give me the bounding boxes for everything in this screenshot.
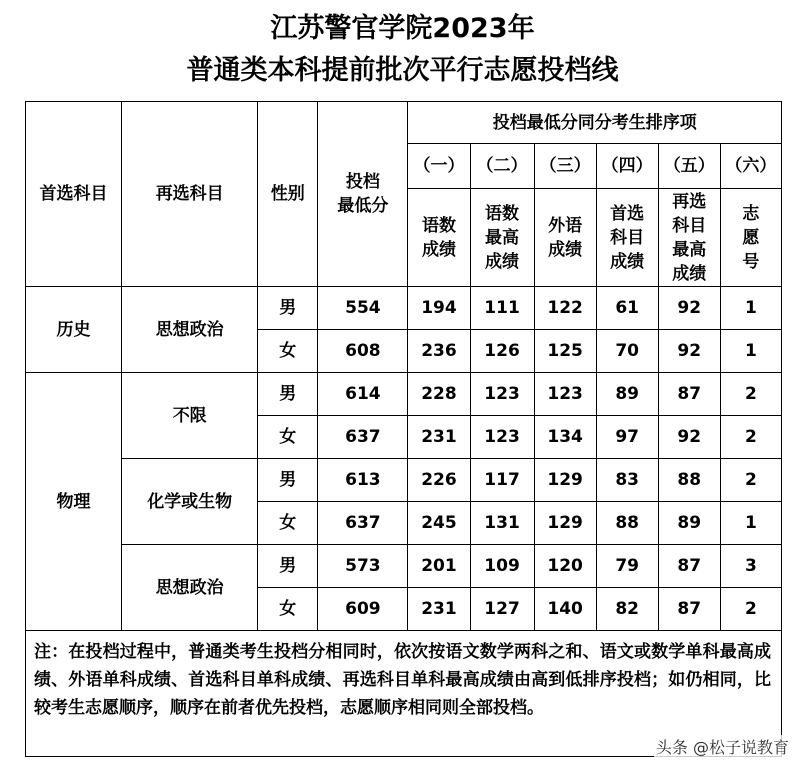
value-cell: 231 [408,588,470,631]
watermark: 头条 @松子说教育 [654,735,791,758]
header-order-5: （五） [658,144,720,189]
value-cell: 129 [534,502,596,545]
group-physics: 物理 [26,373,122,631]
header-min-score: 投档 最低分 [337,172,389,216]
gender-cell: 男 [258,287,318,330]
value-cell: 88 [596,502,658,545]
header-item-5: 再选 科目 最高 成绩 [672,191,707,284]
header-gender: 性别 [258,102,318,287]
gender-cell: 男 [258,373,318,416]
value-cell: 226 [408,459,470,502]
value-cell: 123 [534,373,596,416]
value-cell: 2 [720,459,781,502]
header-order-3: （三） [534,144,596,189]
value-cell: 125 [534,330,596,373]
value-cell: 109 [470,545,534,588]
value-cell: 117 [470,459,534,502]
value-cell: 87 [658,588,720,631]
subgroup-physics-chem-bio: 化学或生物 [122,459,258,545]
min-score-cell: 637 [318,416,408,459]
value-cell: 123 [470,373,534,416]
value-cell: 61 [596,287,658,330]
subgroup-history-politics: 思想政治 [122,287,258,373]
value-cell: 111 [470,287,534,330]
min-score-cell: 554 [318,287,408,330]
gender-cell: 女 [258,502,318,545]
value-cell: 1 [720,502,781,545]
header-item-1: 语数 成绩 [421,215,456,260]
value-cell: 120 [534,545,596,588]
header-sort-group: 投档最低分同分考生排序项 [408,102,782,144]
page-title: 江苏警官学院2023年 [270,13,535,44]
gender-cell: 女 [258,416,318,459]
value-cell: 97 [596,416,658,459]
value-cell: 88 [658,459,720,502]
value-cell: 1 [720,287,781,330]
header-order-6: （六） [720,144,781,189]
value-cell: 92 [658,416,720,459]
value-cell: 3 [720,545,781,588]
footnote: 注：在投档过程中，普通类考生投档分相同时，依次按语文数学两科之和、语文或数学单科最高成绩、外语单科成绩、首选科目单科成绩、再选科目单科最高成绩由高到低排序投档；如仍相同，比较考生志愿顺序，顺序在前者优先投档，志愿顺序相同则全部投档。 [25,630,782,757]
header-item-6: 志 愿 号 [742,203,760,272]
subgroup-physics-any: 不限 [122,373,258,459]
value-cell: 194 [408,287,470,330]
page-subtitle: 普通类本科提前批次平行志愿投档线 [186,55,619,86]
value-cell: 2 [720,416,781,459]
header-second-subject: 再选科目 [122,102,258,287]
header-item-2: 语数 最高 成绩 [485,203,520,272]
value-cell: 1 [720,330,781,373]
header-order-4: （四） [596,144,658,189]
value-cell: 201 [408,545,470,588]
min-score-cell: 609 [318,588,408,631]
min-score-cell: 614 [318,373,408,416]
value-cell: 131 [470,502,534,545]
value-cell: 89 [596,373,658,416]
gender-cell: 男 [258,545,318,588]
value-cell: 134 [534,416,596,459]
value-cell: 129 [534,459,596,502]
value-cell: 83 [596,459,658,502]
value-cell: 140 [534,588,596,631]
value-cell: 231 [408,416,470,459]
min-score-cell: 608 [318,330,408,373]
value-cell: 123 [470,416,534,459]
value-cell: 89 [658,502,720,545]
gender-cell: 男 [258,459,318,502]
table-row [26,373,782,416]
header-first-subject: 首选科目 [26,102,122,287]
header-order-1: （一） [408,144,470,189]
value-cell: 87 [658,545,720,588]
table-row [26,287,782,330]
table-row [26,459,782,502]
value-cell: 92 [658,287,720,330]
value-cell: 2 [720,588,781,631]
gender-cell: 女 [258,588,318,631]
value-cell: 70 [596,330,658,373]
value-cell: 126 [470,330,534,373]
value-cell: 79 [596,545,658,588]
group-history: 历史 [26,287,122,373]
min-score-cell: 573 [318,545,408,588]
table-row [26,545,782,588]
value-cell: 122 [534,287,596,330]
header-order-2: （二） [470,144,534,189]
score-table [25,101,782,631]
min-score-cell: 637 [318,502,408,545]
value-cell: 87 [658,373,720,416]
value-cell: 245 [408,502,470,545]
value-cell: 82 [596,588,658,631]
gender-cell: 女 [258,330,318,373]
subgroup-physics-politics: 思想政治 [122,545,258,631]
header-item-4: 首选 科目 成绩 [610,203,645,272]
value-cell: 92 [658,330,720,373]
header-item-3: 外语 成绩 [548,215,583,260]
min-score-cell: 613 [318,459,408,502]
value-cell: 236 [408,330,470,373]
value-cell: 127 [470,588,534,631]
value-cell: 228 [408,373,470,416]
value-cell: 2 [720,373,781,416]
